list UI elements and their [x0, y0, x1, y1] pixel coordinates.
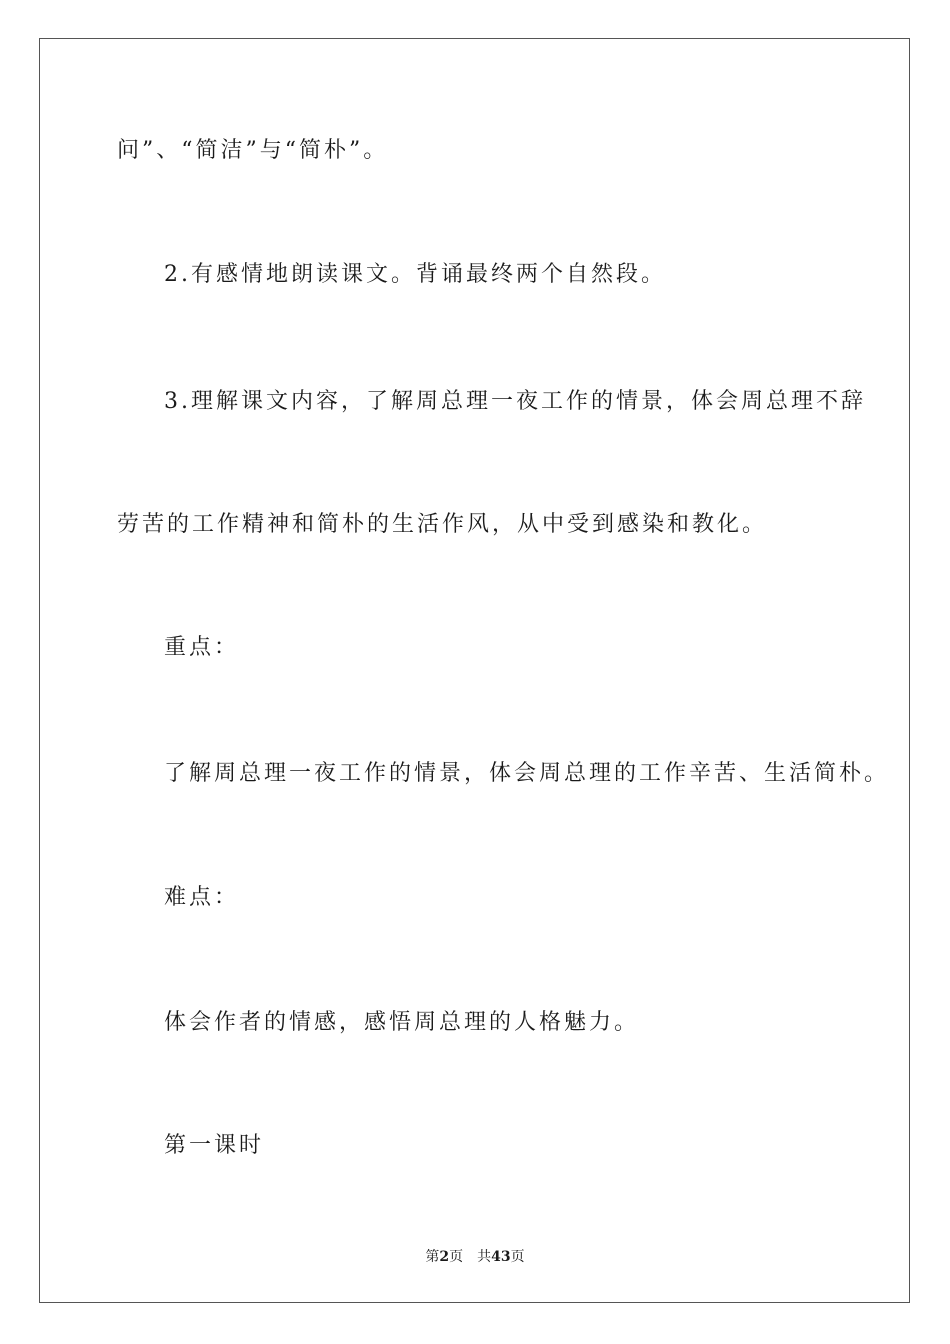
- total-prefix: 共: [477, 1249, 492, 1265]
- text-line-difficulties: 体会作者的情感，感悟周总理的人格魅力。: [164, 1010, 640, 1035]
- section-heading-key-points: 重点：: [164, 635, 240, 660]
- section-heading-difficulties: 难点：: [164, 885, 240, 910]
- section-heading-first-lesson: 第一课时: [164, 1133, 265, 1158]
- text-line-3: 3.理解课文内容，了解周总理一夜工作的情景，体会周总理不辞: [164, 389, 866, 414]
- text-line-key-points: 了解周总理一夜工作的情景，体会周总理的工作辛苦、生活简朴。: [164, 761, 890, 786]
- text-line-1: 问”、“简洁”与“简朴”。: [117, 138, 389, 163]
- page-number: 2: [439, 1249, 450, 1265]
- page-prefix: 第: [425, 1249, 440, 1265]
- total-suffix: 页: [510, 1249, 525, 1265]
- page-suffix: 页: [449, 1249, 464, 1265]
- page-footer: [0, 1247, 950, 1267]
- total-pages: 43: [491, 1249, 511, 1265]
- text-line-2: 2.有感情地朗读课文。背诵最终两个自然段。: [164, 262, 666, 287]
- page-border: [39, 38, 910, 1303]
- text-line-4: 劳苦的工作精神和简朴的生活作风，从中受到感染和教化。: [117, 512, 768, 537]
